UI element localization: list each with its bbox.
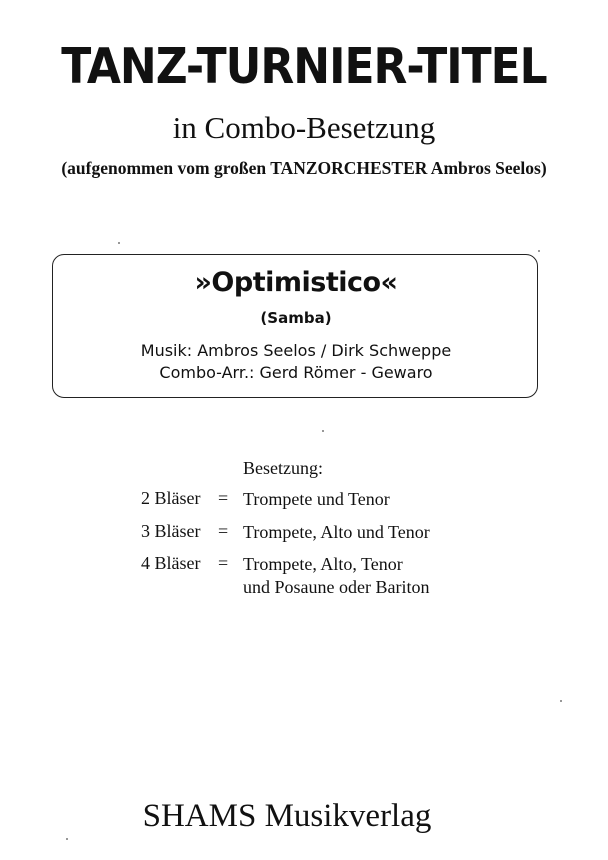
scan-speck	[560, 700, 562, 702]
instrumentation-equals: =	[218, 488, 229, 508]
piece-title: »Optimistico«	[194, 267, 398, 298]
series-subtitle: in Combo-Besetzung	[172, 110, 436, 145]
instrumentation-equals: =	[218, 553, 229, 573]
instrumentation-equals: =	[218, 521, 229, 541]
piece-info-box	[52, 254, 538, 398]
instrumentation-description: Trompete, Alto und Tenor	[243, 522, 430, 542]
scan-speck	[322, 430, 324, 432]
scan-speck	[538, 250, 540, 252]
publisher-name: SHAMS Musikverlag	[142, 798, 432, 834]
music-credit: Musik: Ambros Seelos / Dirk Schweppe	[140, 341, 452, 360]
scan-speck	[66, 838, 68, 840]
instrumentation-description: Trompete und Tenor	[243, 489, 390, 509]
instrumentation-description-line: Trompete, Alto, Tenor	[243, 554, 403, 574]
instrumentation-count: 4 Bläser	[141, 553, 201, 573]
series-title: TANZ-TURNIER-TITEL	[61, 38, 547, 96]
instrumentation-count: 3 Bläser	[141, 521, 201, 541]
piece-genre: (Samba)	[260, 309, 332, 327]
instrumentation-description-line: und Posaune oder Bariton	[243, 577, 430, 597]
instrumentation-heading: Besetzung:	[243, 458, 323, 478]
instrumentation-description	[243, 553, 429, 599]
scan-speck	[118, 242, 120, 244]
recording-note: (aufgenommen vom großen TANZORCHESTER Ambros Seelos)	[61, 158, 547, 178]
arranger-credit: Combo-Arr.: Gerd Römer - Gewaro	[159, 363, 433, 382]
instrumentation-count: 2 Bläser	[141, 488, 201, 508]
